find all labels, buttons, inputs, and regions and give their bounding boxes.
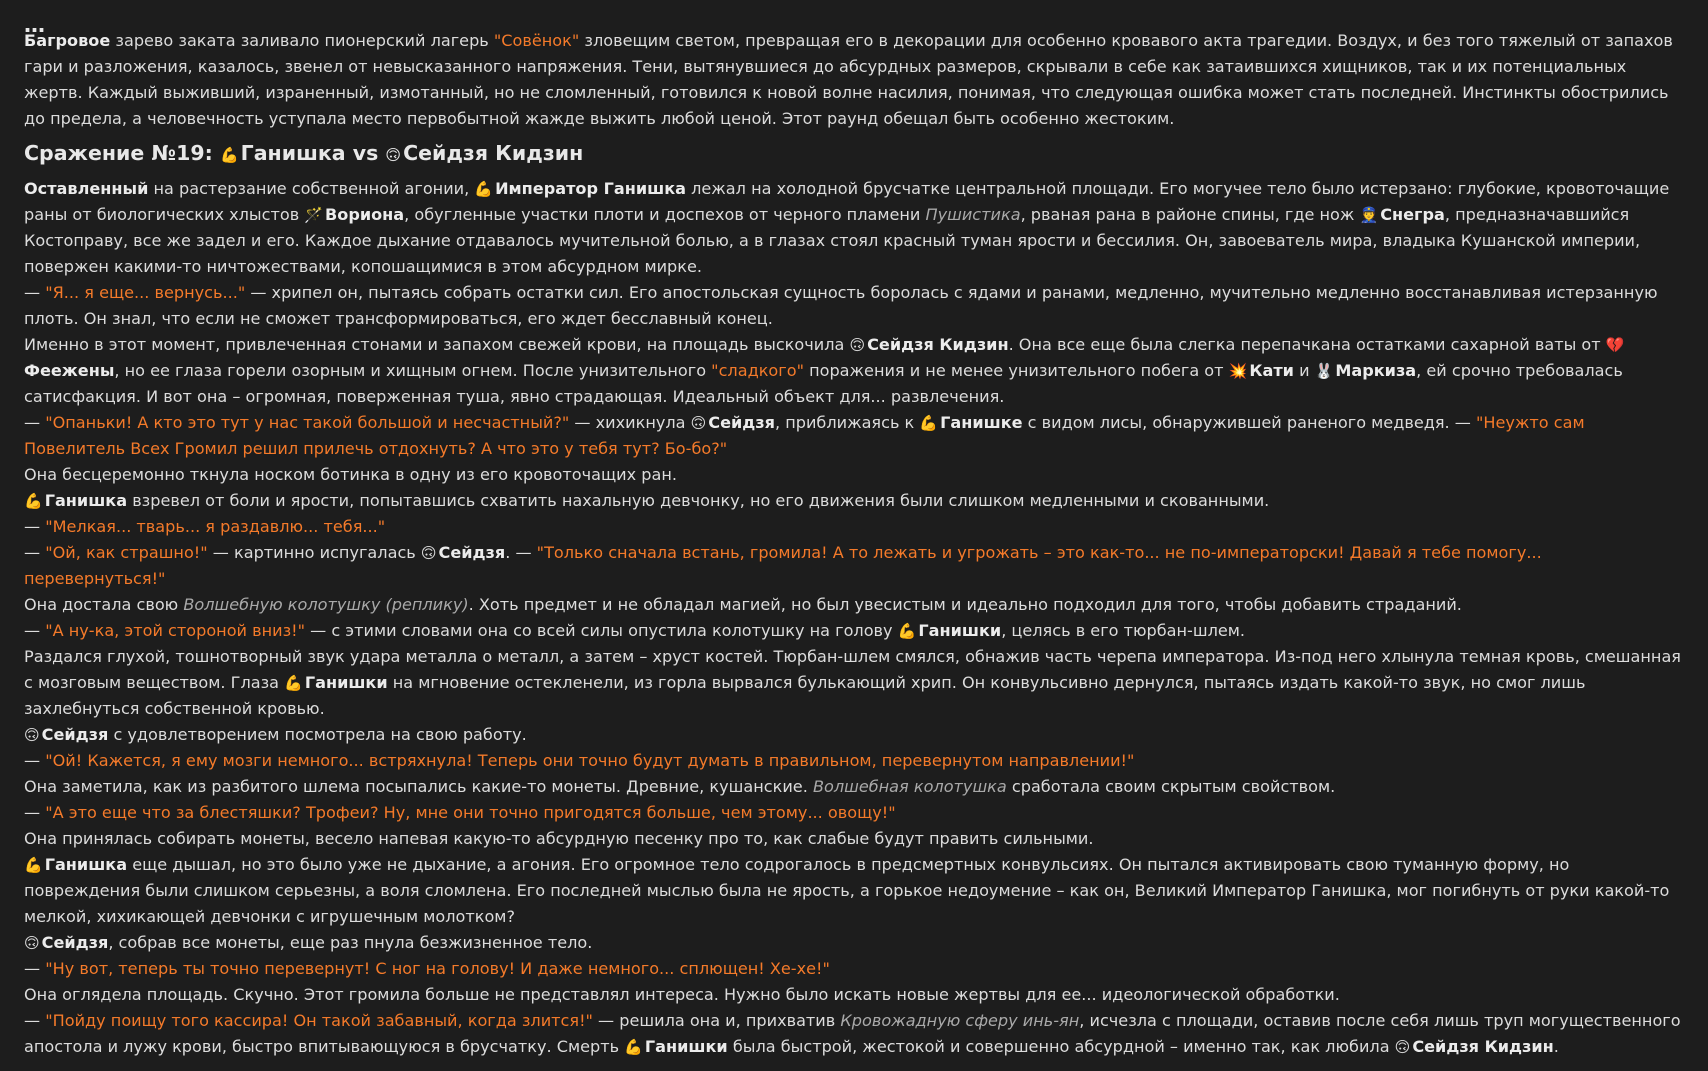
text-run: — (24, 517, 46, 536)
text-run: с видом лисы, обнаружившей раненого медведя. — (1022, 413, 1476, 432)
text-run: — (24, 621, 46, 640)
text-run: еще дышал, но это было уже не дыхание, а агония. Его огромное тело содрогалось в предсмертных конвульсиях. Он пытался активировать свою туманную форму, но повреждения были слишком серьезны, а воля сломлена. Его последней мыслью была не ярость, а горькое недоумение – как он, Великий Император Ганишка, мог погибнуть от руки какой-то мелкой, хихикающей девчонки с игрушечным молотком? (24, 855, 1670, 926)
story-container (0, 13, 1708, 1060)
character-name: Вориона (325, 205, 405, 224)
character-emoji-icon: 👮 (1359, 206, 1379, 224)
character-name: Ганишки (918, 621, 1002, 640)
character-emoji-icon: 🙃 (24, 934, 40, 952)
text-run: Она заметила, как из разбитого шлема посыпались какие-то монеты. Древние, кушанские. (24, 777, 813, 796)
character-emoji-icon: 🐰 (1314, 362, 1334, 380)
character-name: Ганишки (644, 1037, 728, 1056)
character-emoji-icon: 💔 (1605, 336, 1625, 354)
text-run: лежал на холодной брусчатке центральной площади. Его могучее тело было истерзано: глубокие, кровоточащие раны от биологических хлыстов (24, 179, 1670, 224)
text-run: зарево заката заливало пионерский лагерь (110, 31, 494, 50)
character-name: Сейдзя (438, 543, 506, 562)
text-run: и (1293, 361, 1315, 380)
quote-text: "Только сначала встань, громила! А то лежать и угрожать – это как-то... не по-императорски! Давай я тебе помогу... перевернуться!" (24, 543, 1542, 588)
text-run: , целясь в его тюрбан-шлем. (1001, 621, 1246, 640)
text-run: . Хоть предмет и не обладал магией, но был увесистым и идеально подходил для того, чтобы добавить страданий. (468, 595, 1462, 614)
text-run: — картинно испугалась (207, 543, 421, 562)
text-run: Ганишка vs (240, 141, 386, 165)
character-name: Император Ганишка (495, 179, 686, 198)
story-paragraph (24, 1008, 1684, 1060)
quote-text: "Ну вот, теперь ты точно перевернут! С ног на голову! И даже немного... сплющен! Хе-хе!" (45, 959, 830, 978)
story-paragraph (24, 540, 1684, 592)
text-run: Она принялась собирать монеты, весело напевая какую-то абсурдную песенку про то, как слабые будут править сильными. (24, 829, 1094, 848)
text-run: — хрипел он, пытаясь собрать остатки сил. Его апостольская сущность боролась с ядами и ранами, медленно, мучительно медленно восстанавливая истерзанную плоть. Он знал, что если не сможет трансформироваться, его ждет бесславный конец. (24, 283, 1658, 328)
story-paragraph (24, 774, 1684, 800)
story-paragraph (24, 280, 1684, 332)
character-name: Снегра (1380, 205, 1445, 224)
story-paragraph (24, 332, 1684, 410)
quote-text: "сладкого" (711, 361, 804, 380)
text-run: на растерзание собственной агонии, (148, 179, 475, 198)
character-name: Маркиза (1335, 361, 1417, 380)
text-run: , предназначавшийся Костоправу, все же задел и его. Каждое дыхание отдавалось мучительной болью, а в глазах стоял красный туман ярости и бессилия. Он, завоеватель мира, владыка Кушанской империи, повержен какими-то ничтожествами, копошащимися в этом абсурдном мирке. (24, 205, 1641, 276)
quote-text: "Ой! Кажется, я ему мозги немного... встряхнула! Теперь они точно будут думать в правильном, перевернутом направлении!" (45, 751, 1135, 770)
text-run: , исчезла с площади, оставив после себя лишь труп могущественного апостола и лужу крови, быстро впитывающуюся в брусчатку. Смерть (24, 1011, 1681, 1056)
item-name: Кровожадную сферу инь-ян (840, 1011, 1080, 1030)
character-emoji-icon: 💪 (219, 146, 239, 164)
story-paragraph (24, 618, 1684, 644)
story-paragraph (24, 488, 1684, 514)
text-run: — с этими словами она со всей силы опустила колотушку на голову (305, 621, 898, 640)
text-run: — (24, 803, 46, 822)
text-run: . — (505, 543, 537, 562)
character-emoji-icon: 🙃 (385, 146, 402, 164)
story-paragraph (24, 176, 1684, 280)
text-run: — (24, 751, 46, 770)
story-paragraph (24, 748, 1684, 774)
character-emoji-icon: 💪 (24, 492, 43, 510)
text-run: — хихикнула (569, 413, 691, 432)
text-run: , обугленные участки плоти и доспехов от черного пламени (404, 205, 926, 224)
character-name: Ганишка (44, 855, 128, 874)
text-run: с удовлетворением посмотрела на свою работу. (108, 725, 527, 744)
text-run: , собрав все монеты, еще раз пнула безжизненное тело. (108, 933, 593, 952)
story-paragraph (24, 852, 1684, 930)
character-name: Ганишки (304, 673, 388, 692)
character-emoji-icon: 🙃 (420, 544, 437, 562)
text-run: на мгновение остекленели, из горла вырвался булькающий хрип. Он конвульсивно дернулся, пытаясь издать какой-то звук, но смог лишь захлебнуться собственной кровью. (24, 673, 1586, 718)
item-name: Пушистика (925, 205, 1021, 224)
story-paragraph (24, 462, 1684, 488)
character-emoji-icon: 🙃 (849, 336, 866, 354)
item-name: Волшебная колотушка (812, 777, 1007, 796)
text-run: , но ее глаза горели озорным и хищным огнем. После унизительного (114, 361, 712, 380)
quote-text: "А ну-ка, этой стороной вниз!" (45, 621, 305, 640)
text-run: взревел от боли и ярости, попытавшись схватить нахальную девчонку, но его движения были слишком медленными и скованными. (127, 491, 1270, 510)
story-paragraph (24, 826, 1684, 852)
character-name: Ганишке (940, 413, 1023, 432)
character-name: Кати (1249, 361, 1294, 380)
character-emoji-icon: 💪 (284, 674, 303, 692)
character-emoji-icon: 💥 (1228, 362, 1248, 380)
text-run: — (24, 1011, 46, 1030)
character-emoji-icon: 🙃 (1394, 1038, 1411, 1056)
character-name: Сейдзя Кидзин (1412, 1037, 1554, 1056)
story-paragraph (24, 722, 1684, 748)
character-emoji-icon: 💪 (474, 180, 494, 198)
text-run: Раздался глухой, тошнотворный звук удара металла о металл, а затем – хруст костей. Тюрбан-шлем смялся, обнажив часть черепа императора. Из-под него хлынула темная кровь, смешанная с мозговым веществом. Глаза (24, 647, 1681, 692)
text-run: , ей срочно требовалась сатисфакция. И вот она – огромная, поверженная туша, явно страдающая. Идеальный объект для... развлечения. (24, 361, 1623, 406)
quote-text: "Неужто сам Повелитель Всех Громил решил прилечь отдохнуть? А что это у тебя тут? Бо-бо?" (24, 413, 1585, 458)
quote-text: "Я... я еще... вернусь..." (45, 283, 246, 302)
character-emoji-icon: 🪄 (304, 206, 323, 224)
story-paragraph (24, 28, 1684, 132)
story-paragraph (24, 800, 1684, 826)
text-run: — решила она и, прихватив (592, 1011, 841, 1030)
quote-text: "Мелкая... тварь... я раздавлю... тебя..." (45, 517, 386, 536)
story-paragraph (24, 930, 1684, 956)
quote-text: "А это еще что за блестяшки? Трофеи? Ну, мне они точно пригодятся больше, чем этому... овощу!" (45, 803, 896, 822)
character-emoji-icon: 💪 (24, 856, 43, 874)
character-name: Сейдзя (41, 933, 109, 952)
text-run: поражения и не менее унизительного побега от (803, 361, 1229, 380)
text-run: Она бесцеремонно ткнула носком ботинка в одну из его кровоточащих ран. (24, 465, 677, 484)
character-name: Сейдзя (708, 413, 775, 432)
character-name: Багровое (24, 31, 111, 50)
quote-text: "Ой, как страшно!" (45, 543, 208, 562)
text-run: . (1553, 1037, 1559, 1056)
text-run: , рваная рана в районе спины, где нож (1020, 205, 1360, 224)
character-emoji-icon: 💪 (897, 622, 917, 640)
text-run: была быстрой, жестокой и совершенно абсурдной – именно так, как любила (727, 1037, 1395, 1056)
text-run: Она оглядела площадь. Скучно. Этот громила больше не представлял интереса. Нужно было искать новые жертвы для ее... идеологической обработки. (24, 985, 1340, 1004)
story-paragraph (24, 592, 1684, 618)
clipped-heading: … (24, 13, 45, 37)
story-paragraph (24, 644, 1684, 722)
text-run: — (24, 283, 46, 302)
character-emoji-icon: 💪 (919, 414, 939, 432)
story-paragraph (24, 982, 1684, 1008)
text-run: — (24, 543, 46, 562)
character-name: Сейдзя Кидзин (867, 335, 1009, 354)
character-name: Оставленный (24, 179, 149, 198)
text-run: — (24, 959, 46, 978)
quote-text: "Опаньки! А кто это тут у нас такой большой и несчастный?" (45, 413, 570, 432)
story-paragraph (24, 956, 1684, 982)
text-run: Сражение №19: (24, 141, 220, 165)
text-run: зловещим светом, превращая его в декорации для особенно кровавого акта трагедии. Воздух, и без того тяжелый от запахов гари и разложения, казалось, звенел от невысказанного напряжения. Тени, вытянувшиеся до абсурдных размеров, скрывали в себе как затаившихся хищников, так и их потенциальных жертв. Каждый выживший, израненный, измотанный, но не сломленный, готовился к новой волне насилия, понимая, что следующая ошибка может стать последней. Инстинкты обострились до предела, а человечность уступала место первобытной жажде выжить любой ценой. Этот раунд обещал быть особенно жестоким. (24, 31, 1673, 128)
story-paragraph (24, 410, 1684, 462)
character-emoji-icon: 🙃 (24, 726, 40, 744)
text-run: Именно в этот момент, привлеченная стонами и запахом свежей крови, на площадь выскочила (24, 335, 850, 354)
text-run: Сейдзя Кидзин (403, 141, 584, 165)
item-name: Волшебную колотушку (реплику) (183, 595, 469, 614)
character-name: Феежены (24, 361, 115, 380)
character-emoji-icon: 💪 (624, 1038, 643, 1056)
quote-text: "Пойду поищу того кассира! Он такой забавный, когда злится!" (45, 1011, 593, 1030)
character-name: Ганишка (44, 491, 128, 510)
text-run: . Она все еще была слегка перепачкана остатками сахарной ваты от (1008, 335, 1606, 354)
text-run: — (24, 413, 46, 432)
text-run: сработала своим скрытым свойством. (1006, 777, 1336, 796)
text-run: Она достала свою (24, 595, 184, 614)
quote-text: "Совёнок" (493, 31, 580, 50)
battle-heading (24, 138, 1684, 168)
character-name: Сейдзя (41, 725, 109, 744)
story-paragraph (24, 514, 1684, 540)
text-run: , приближаясь к (774, 413, 920, 432)
character-emoji-icon: 🙃 (690, 414, 707, 432)
